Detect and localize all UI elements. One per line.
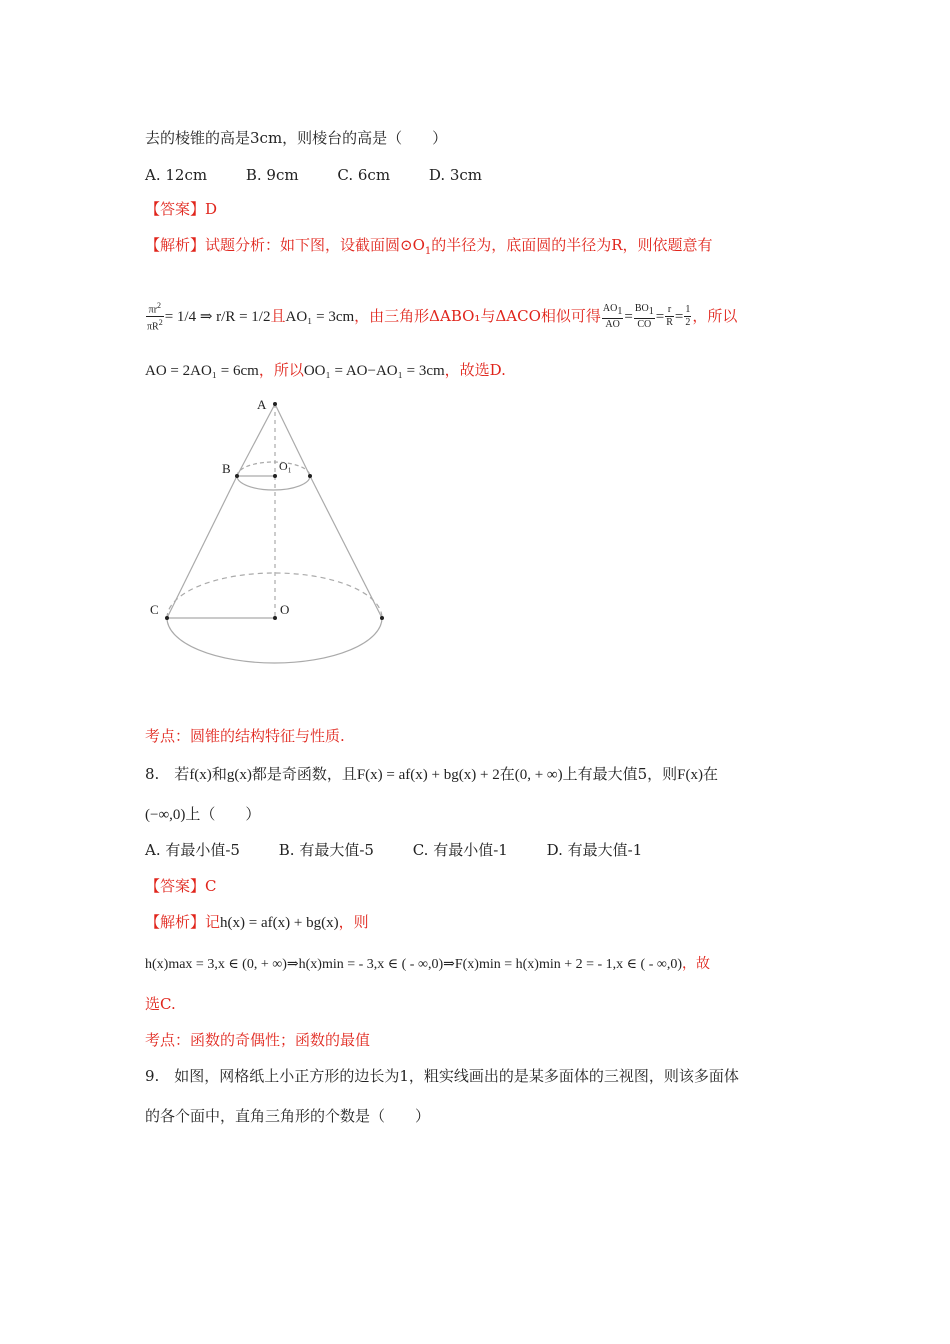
q7-option-c: C. 6cm: [337, 166, 391, 184]
q8-options: [145, 840, 676, 860]
hx-definition: h(x) = af(x) + bg(x): [220, 915, 339, 931]
q8-stem-line1: [145, 764, 718, 785]
cone-figure: [140, 390, 400, 690]
label-b: B: [222, 461, 231, 476]
similar-fraction-3: $\frac{r}{R}$: [666, 304, 673, 329]
label-a: A: [257, 397, 267, 412]
q8-xuan: 选C.: [145, 995, 176, 1013]
q8-option-c: C. 有最小值-1: [412, 841, 508, 859]
q8-analysis-label: 【解析】: [145, 913, 206, 931]
section-circle-back: [237, 462, 310, 476]
q7-line3: [145, 360, 506, 381]
oo1-equation: OO₁ = AO−AO₁ = 3cm: [303, 363, 445, 379]
similar-fraction-2: $\frac{BO_1}{CO}$: [634, 302, 654, 330]
q7-analysis-text: 试题分析：如下图，设截面圆⊙O: [205, 236, 425, 254]
section-circle-front: [237, 476, 310, 490]
q7-analysis-tail: 的半径为，底面圆的半径为R，则依题意有: [431, 236, 713, 254]
q7-option-d: D. 3cm: [428, 166, 483, 184]
q8-stem-line2: [145, 804, 260, 825]
stem-mid: 都是奇函数，且: [251, 765, 357, 783]
text-and: 且: [270, 306, 286, 325]
q9-line2: 的各个面中，直角三角形的个数是（ ）: [145, 1107, 431, 1125]
line3-end: ，故选D.: [444, 361, 506, 379]
q8-option-b: B. 有最大值-5: [278, 841, 374, 859]
text-ze: ，则: [338, 913, 369, 931]
Fx: F(x): [677, 767, 704, 783]
gx: g(x): [226, 767, 252, 783]
cone-slant-lower-right: [310, 476, 382, 618]
line3-text: ，所以: [258, 361, 304, 379]
ratio-equation: = 1/4 ⇒ r/R = 1/2: [164, 308, 271, 325]
q8-option-a: A. 有最小值-5: [145, 841, 240, 859]
q7-analysis-sub: 1: [424, 246, 432, 257]
label-c: C: [150, 602, 159, 617]
q7-answer: 【答案】D: [145, 200, 218, 218]
q7-analysis-line1: [145, 235, 713, 262]
interval-positive: (0, + ∞): [514, 767, 563, 783]
area-ratio-fraction: $\frac{\pi r^2}{\pi R^2}$: [147, 301, 163, 333]
stem-tail: 上有最大值5，则: [562, 765, 678, 783]
q7-stem-tail: 去的棱锥的高是3cm，则棱台的高是（ ）: [145, 129, 448, 147]
interval-negative: (−∞,0): [145, 807, 186, 823]
text-ji: 记: [205, 913, 221, 931]
q8-answer: 【答案】C: [145, 877, 217, 895]
similar-fraction-4: $\frac{1}{2}$: [685, 304, 691, 329]
cone-slant-upper-left: [237, 404, 275, 476]
q8-chain: h(x)max = 3,x ∈ (0, + ∞)⇒h(x)min = - 3,x ∈ ( - ∞,0)⇒F(x)min = h(x)min + 2 = - 1,x ∈ ( - ∞,0): [145, 957, 683, 972]
q8-kaodian: 考点：函数的奇偶性；函数的最值: [145, 1031, 371, 1049]
q9-line1: 9. 如图，网格纸上小正方形的边长为1，粗实线画出的是某多面体的三视图，则该多面体: [145, 1067, 739, 1085]
Fx-definition: F(x) = af(x) + bg(x) + 2: [356, 767, 500, 783]
q8-number: 8. 若: [145, 765, 190, 783]
fx: f(x): [189, 767, 212, 783]
q7-kaodian: 考点：圆锥的结构特征与性质.: [145, 727, 345, 745]
line2-tail: 上（ ）: [185, 805, 261, 823]
ao-equation: AO = 2AO₁ = 6cm: [145, 363, 259, 379]
q7-equation-line: $\frac{\pi r^2}{\pi R^2}$ = 1/4 ⇒ r/R = 1/2且AO₁ = 3cm，由三角形ΔABO₁与ΔACO相似可得 $\frac{AO_1}{AO}$ = $\frac{BO_1}{CO}$ = $\frac{r}{R}$ = $\frac{1}{2}$ ，所以: [147, 301, 738, 333]
text-zai2: 在: [703, 765, 719, 783]
q8-analysis-chain-line: [145, 954, 710, 975]
text-so: ，所以: [692, 306, 738, 325]
ao1-equation: AO₁ = 3cm: [285, 308, 355, 325]
text-zai: 在: [499, 765, 515, 783]
label-o: O: [280, 602, 290, 617]
base-circle-back: [167, 573, 382, 618]
q8-analysis-line1: [145, 912, 369, 933]
q8-option-d: D. 有最大值-1: [546, 841, 643, 859]
q7-option-a: A. 12cm: [145, 166, 208, 184]
q7-analysis-label: 【解析】: [145, 236, 206, 254]
text-triangle: ，由三角形ΔABO₁与ΔACO相似可得: [354, 306, 601, 325]
similar-fraction-1: $\frac{AO_1}{AO}$: [602, 302, 623, 330]
chain-end: ，故: [682, 956, 711, 972]
text-he: 和: [211, 765, 227, 783]
label-o1: O₁: [279, 459, 292, 473]
q7-option-b: B. 9cm: [245, 166, 299, 184]
base-circle-front: [167, 618, 382, 663]
cone-slant-lower-left: [167, 476, 237, 618]
q7-options: [145, 165, 516, 185]
